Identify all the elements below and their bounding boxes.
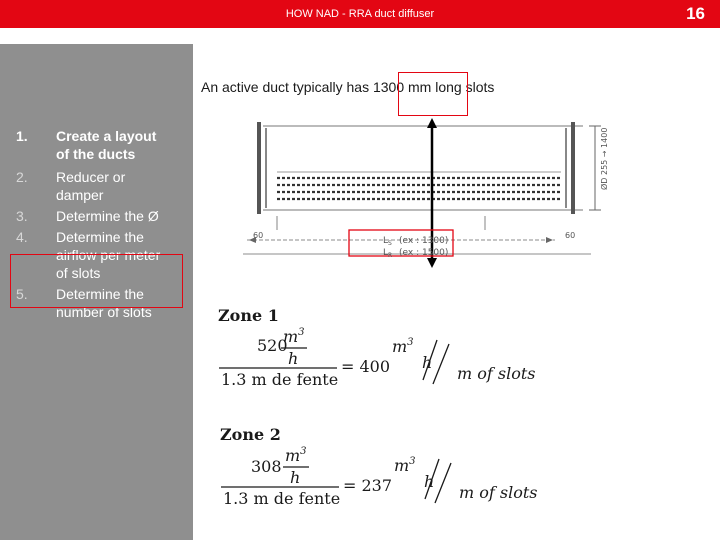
page-number: 16 [686, 4, 705, 23]
subtitle-text: An active duct typically has 1300 mm long slots [201, 79, 495, 95]
step-number: 3. [16, 208, 28, 224]
step-number: 2. [16, 169, 28, 185]
duct-diagram [243, 118, 623, 268]
step-3 [0, 207, 193, 225]
step-text: damper [56, 187, 104, 203]
step-number: 5. [16, 286, 28, 302]
arrow-head-top [427, 118, 437, 128]
step-text: airflow per meter [56, 247, 161, 263]
svg-text:520: 520 [257, 336, 288, 355]
slot-length-highlight [398, 72, 468, 116]
svg-text:= 237: = 237 [343, 476, 393, 495]
step-text: Determine the [56, 286, 144, 302]
svg-text:308: 308 [251, 457, 282, 476]
duct-end-cap-right-inner [565, 128, 567, 208]
svg-text:m3: $m^3$ [283, 327, 305, 346]
slide-title: HOW NAD - RRA duct diffuser [285, 8, 435, 20]
step-number: 1. [16, 128, 28, 144]
diameter-dim-label: ØD 255 → 1400 [600, 127, 609, 190]
duct-end-cap-left [257, 122, 261, 214]
zone-1-formula [217, 322, 547, 392]
right-margin-label: 60 [565, 231, 576, 240]
svg-text:m of slots: m of slots [457, 364, 536, 383]
zone-2-formula [219, 441, 549, 511]
step-number: 4. [16, 229, 28, 245]
step-4-highlight [10, 254, 183, 308]
svg-text:h: h [288, 349, 299, 368]
header-bar [0, 0, 720, 28]
svg-text:h: h [290, 468, 301, 487]
ls-label: $L_S$ [383, 236, 392, 247]
step-text: of the ducts [56, 146, 136, 162]
zone-1-title: Zone 1 [218, 306, 279, 325]
ls-example: (ex : 1300) [399, 236, 449, 246]
svg-text:m of slots: m of slots [459, 483, 538, 502]
step-text: number of slots [56, 304, 152, 320]
slot-grid [277, 178, 561, 199]
lr-label: $L_R$ [383, 248, 393, 259]
duct-end-cap-left-inner [265, 128, 267, 208]
step-text: Determine the Ø [56, 208, 159, 224]
zone-2-title: Zone 2 [220, 425, 281, 444]
step-text: Reducer or [56, 169, 126, 185]
svg-text:h: h [424, 472, 435, 491]
svg-text:m3: $m^3$ [392, 337, 414, 356]
step-text: Create a layout [56, 128, 157, 144]
svg-text:m3: $m^3$ [394, 456, 416, 475]
svg-text:1.3 m de fente: 1.3 m de fente [223, 489, 341, 508]
step-1 [0, 127, 193, 163]
step-text: of slots [56, 265, 101, 281]
arrow-head-bottom [427, 258, 437, 268]
step-2 [0, 168, 193, 204]
duct-end-cap-right [571, 122, 575, 214]
svg-text:h: h [422, 353, 433, 372]
svg-text:m3: $m^3$ [285, 446, 307, 465]
svg-text:= 400: = 400 [341, 357, 391, 376]
lr-example: (ex : 1500) [399, 248, 449, 258]
step-text: Determine the [56, 229, 144, 245]
left-margin-label: 60 [253, 231, 264, 240]
svg-text:1.3 m de fente: 1.3 m de fente [221, 370, 339, 389]
